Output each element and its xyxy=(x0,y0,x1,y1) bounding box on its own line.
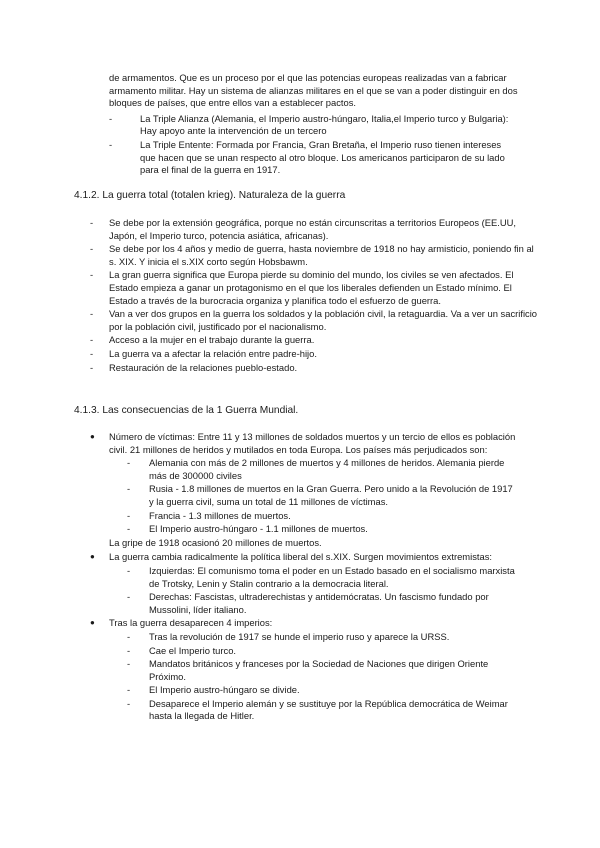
list-item: - Se debe por los 4 años y medio de guerra, hasta noviembre de 1918 no hay armisticio, poniendo fin al s. XIX. Y inicia el s.XIX corto según Hobsbawm. xyxy=(90,243,540,268)
list-item: - Rusia - 1.8 millones de muertos en la Gran Guerra. Pero unido a la Revolución de 1917 y la guerra civil, suma un total de 11 millones de víctimas. xyxy=(127,483,520,508)
total-war-list xyxy=(90,217,540,375)
extremism-sublist xyxy=(109,565,520,616)
list-item: - Derechas: Fascistas, ultraderechistas y antidemócratas. Un fascismo fundado por Mussolini, líder italiano. xyxy=(127,591,520,616)
bullet-text: La guerra cambia radicalmente la política liberal del s.XIX. Surgen movimientos extremistas: xyxy=(109,551,492,563)
list-item: - Van a ver dos grupos en la guerra los soldados y la población civil, la retaguardia. Va a ver un sacrificio por la población civil, justificado por el nacionalismo. xyxy=(90,308,540,333)
list-item: - Alemania con más de 2 millones de muertos y 4 millones de heridos. Alemania pierde más de 300000 civiles xyxy=(127,457,520,482)
list-item: - Desaparece el Imperio alemán y se sustituye por la República democrática de Weimar hasta la llegada de Hitler. xyxy=(127,698,520,723)
bullet-text: Número de víctimas: Entre 11 y 13 millones de soldados muertos y un tercio de ellos es población civil. 21 millones de heridos y mutilados en toda Europa. Los países más perjudicados son: xyxy=(109,431,516,455)
list-item: - Mandatos británicos y franceses por la Sociedad de Naciones que dirigen Oriente Próximo. xyxy=(127,658,520,683)
section-heading-4-1-2: 4.1.2. La guerra total (totalen krieg). Naturaleza de la guerra xyxy=(74,190,346,201)
list-item: - Acceso a la mujer en el trabajo durante la guerra. xyxy=(90,334,540,347)
alliances-list xyxy=(109,113,519,177)
list-item: - Cae el Imperio turco. xyxy=(127,645,520,658)
consequences-list xyxy=(90,431,520,724)
empires-sublist xyxy=(109,631,520,723)
section-heading-4-1-3: 4.1.3. Las consecuencias de la 1 Guerra Mundial. xyxy=(74,405,299,416)
list-item: - La gran guerra significa que Europa pierde su dominio del mundo, los civiles se ven afectados. El Estado empieza a ganar un protagonismo en el que los liberales defienden un Estado mínimo. El Estado a través de la burocracia organiza y planifica todo el esfuerzo de guerra. xyxy=(90,269,540,307)
list-item: - La guerra va a afectar la relación entre padre-hijo. xyxy=(90,348,540,361)
bullet-icon: ● xyxy=(90,552,95,562)
list-item: - Se debe por la extensión geográfica, porque no están circunscritas a territorios Europeos (EE.UU, Japón, el Imperio turco, potencia asiática, africanas). xyxy=(90,217,540,242)
bullet-text: Tras la guerra desaparecen 4 imperios: xyxy=(109,617,273,629)
list-item: - La Triple Entente: Formada por Francia, Gran Bretaña, el Imperio ruso tienen intereses que hacen que se unan respecto al otro bloque. Los americanos participaron de su lado para el final de la guerra en 1917. xyxy=(109,139,519,177)
bullet-item-victims xyxy=(90,431,520,549)
intro-paragraph: de armamentos. Que es un proceso por el que las potencias europeas realizadas van a fabricar armamento militar. Hay un sistema de alianzas militares en el que se van a poder distinguir en dos bloques de países, que entre ellos van a establecer pactos. xyxy=(109,72,518,109)
list-item: - Izquierdas: El comunismo toma el poder en un Estado basado en el socialismo marxista de Trotsky, Lenin y Stalin contrario a la democracia literal. xyxy=(127,565,520,590)
bullet-icon: ● xyxy=(90,432,95,441)
victims-sublist xyxy=(109,457,520,536)
intro-block xyxy=(109,72,519,178)
bullet-icon: ● xyxy=(90,618,95,628)
list-item: - Tras la revolución de 1917 se hunde el imperio ruso y aparece la URSS. xyxy=(127,631,520,644)
bullet-item-politics xyxy=(90,551,520,616)
list-item: - Restauración de la relaciones pueblo-estado. xyxy=(90,362,540,375)
list-item: - El Imperio austro-húngaro - 1.1 millones de muertos. xyxy=(127,523,520,536)
flu-note: La gripe de 1918 ocasionó 20 millones de muertos. xyxy=(109,536,322,548)
list-item: - Francia - 1.3 millones de muertos. xyxy=(127,510,520,523)
bullet-item-empires xyxy=(90,617,520,723)
list-item: - La Triple Alianza (Alemania, el Imperio austro-húngaro, Italia,el Imperio turco y Bulgaria): Hay apoyo ante la intervención de un tercero xyxy=(109,113,519,138)
list-item: - El Imperio austro-húngaro se divide. xyxy=(127,684,520,697)
